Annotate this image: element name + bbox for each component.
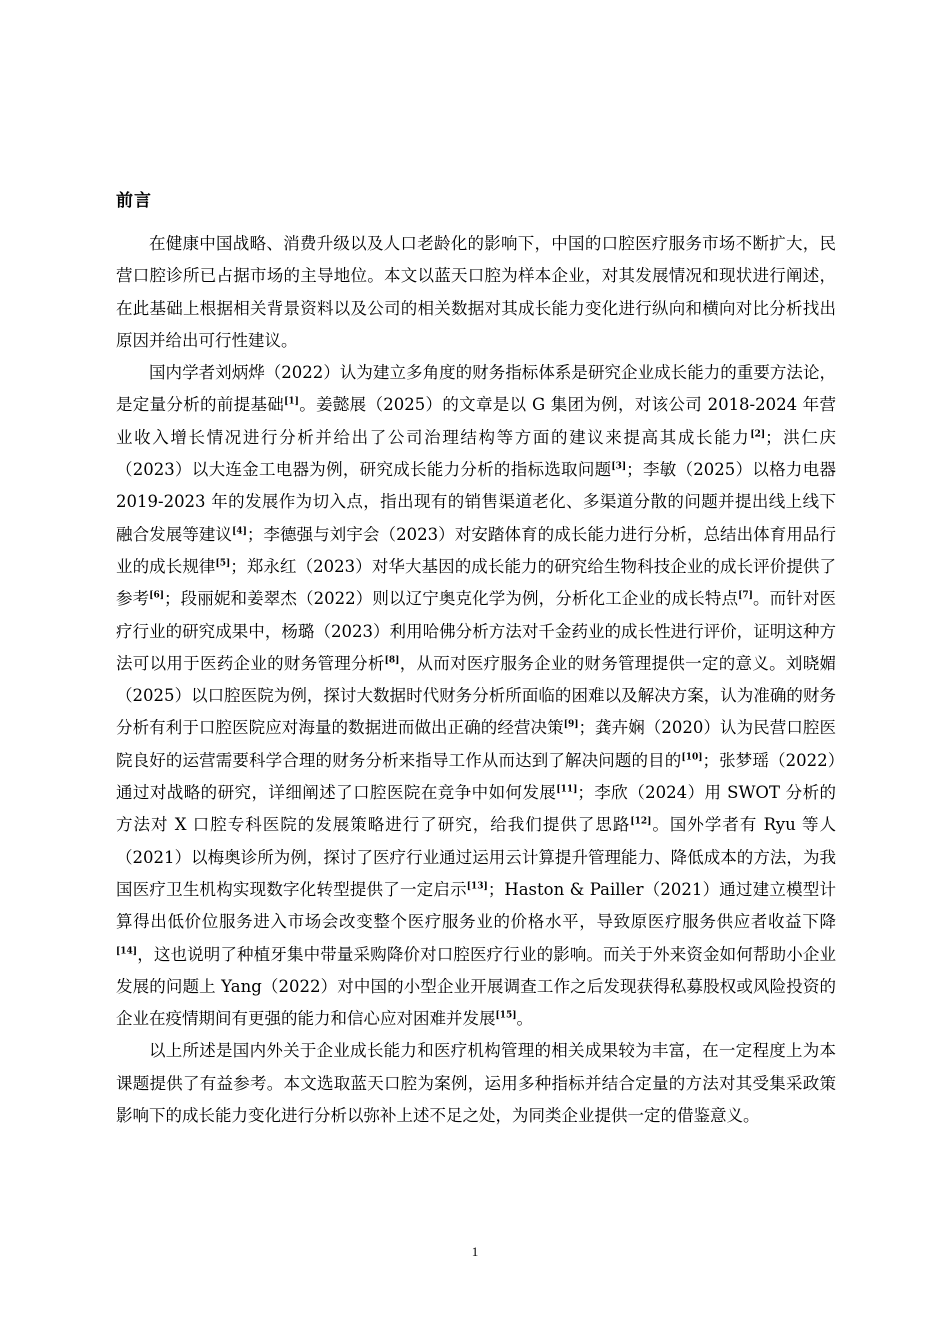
text-segment: ；龚卉娴（2020）认为民营口腔医院良好的运营需要科学合理的财务分析来指导工作从而达到了解决问题的目的 [116, 718, 837, 770]
citation-ref: [6] [149, 590, 165, 601]
text-segment: 国内学者刘炳烨（2022）认为建立多角度的财务指标体系是研究企业成长能力的重要方法论，是定量分析的前提基础 [116, 363, 836, 415]
citation-ref: [2] [750, 429, 766, 440]
text-segment: ；李欣（2024）用 SWOT 分析的方法对 X 口腔专科医院的发展策略进行了研究，给我们提供了思路 [116, 783, 837, 835]
text-segment: ；张梦瑶（2022）通过对战略的研究，详细阐述了口腔医院在竞争中如何发展 [116, 750, 837, 803]
citation-ref: [1] [284, 396, 299, 407]
citation-ref: [13] [466, 881, 488, 892]
citation-ref: [3] [611, 461, 627, 472]
citation-ref: [5] [215, 558, 231, 569]
citation-ref: [11] [556, 784, 578, 795]
citation-ref: [4] [232, 526, 247, 537]
citation-ref: [9] [563, 719, 579, 730]
text-segment: ；洪仁庆（2023）以大连金工电器为例，研究成长能力分析的指标选取问题 [116, 427, 837, 480]
paragraph-intro: 在健康中国战略、消费升级以及人口老龄化的影响下，中国的口腔医疗服务市场不断扩大，民营口腔诊所已占据市场的主导地位。本文以蓝天口腔为样本企业，对其发展情况和现状进行阐述，在此基础上根据相关背景资料以及公司的相关数据对其成长能力变化进行纵向和横向对比分析找出原因并给出可行性建议。 [116, 234, 836, 350]
citation-ref: [12] [630, 816, 652, 827]
citation-ref: [7] [738, 590, 753, 601]
citation-ref: [10] [681, 752, 703, 763]
text-segment: ；郑永红（2023）对华大基因的成长能力的研究给生物科技企业的成长评价提供了参考 [116, 556, 836, 609]
text-segment: ；Haston & Pailler（2021）通过建立模型计算得出低价位服务进入市场会改变整个医疗服务业的价格水平，导致原医疗服务供应者收益下降 [116, 879, 836, 932]
section-heading: 前言 [116, 191, 152, 211]
text-segment: 。 [516, 1009, 534, 1029]
text-segment: ；李敏（2025）以格力电器 2019-2023 年的发展作为切入点，指出现有的销售渠道老化、多渠道分散的问题并提出线上线下融合发展等建议 [116, 460, 836, 544]
citation-ref: [8] [384, 655, 400, 666]
citation-ref: [14] [116, 946, 138, 957]
paragraph-literature-review [116, 357, 836, 1035]
text-segment: ；段丽妮和姜翠杰（2022）则以辽宁奥克化学为例，分析化工企业的成长特点 [164, 589, 739, 609]
paragraph-summary: 以上所述是国内外关于企业成长能力和医疗机构管理的相关成果较为丰富，在一定程度上为本课题提供了有益参考。本文选取蓝天口腔为案例，运用多种指标并结合定量的方法对其受集采政策影响下的成长能力变化进行分析以弥补上述不足之处，为同类企业提供一定的借鉴意义。 [116, 1041, 836, 1126]
text-segment: ；李德强与刘宇会（2023）对安踏体育的成长能力进行分析，总结出体育用品行业的成长规律 [116, 524, 837, 576]
text-segment: ，这也说明了种植牙集中带量采购降价对口腔医疗行业的影响。而关于外来资金如何帮助小企业发展的问题上 Yang（2022）对中国的小型企业开展调查工作之后发现获得私募股权或风险投资的企业在疫情期间有更强的能力和信心应对困难并发展 [116, 944, 836, 1029]
text-segment: ，从而对医疗服务企业的财务管理提供一定的意义。刘晓媚（2025）以口腔医院为例，探讨大数据时代财务分析所面临的困难以及解决方案，认为准确的财务分析有利于口腔医院应对海量的数据进而做出正确的经营决策 [116, 653, 837, 738]
citation-ref: [15] [495, 1010, 517, 1021]
text-segment: 。国外学者有 Ryu 等人（2021）以梅奥诊所为例，探讨了医疗行业通过运用云计算提升管理能力、降低成本的方法，为我国医疗卫生机构实现数字化转型提供了一定启示 [116, 815, 836, 899]
body-text [116, 228, 836, 1132]
page-number: 1 [471, 1244, 479, 1259]
text-segment: 。姜懿展（2025）的文章是以 G 集团为例，对该公司 2018-2024 年营业收入增长情况进行分析并给出了公司治理结构等方面的建议来提高其成长能力 [116, 395, 836, 447]
text-segment: 。而针对医疗行业的研究成果中，杨璐（2023）利用哈佛分析方法对千金药业的成长性进行评价，证明这种方法可以用于医药企业的财务管理分析 [116, 589, 837, 673]
